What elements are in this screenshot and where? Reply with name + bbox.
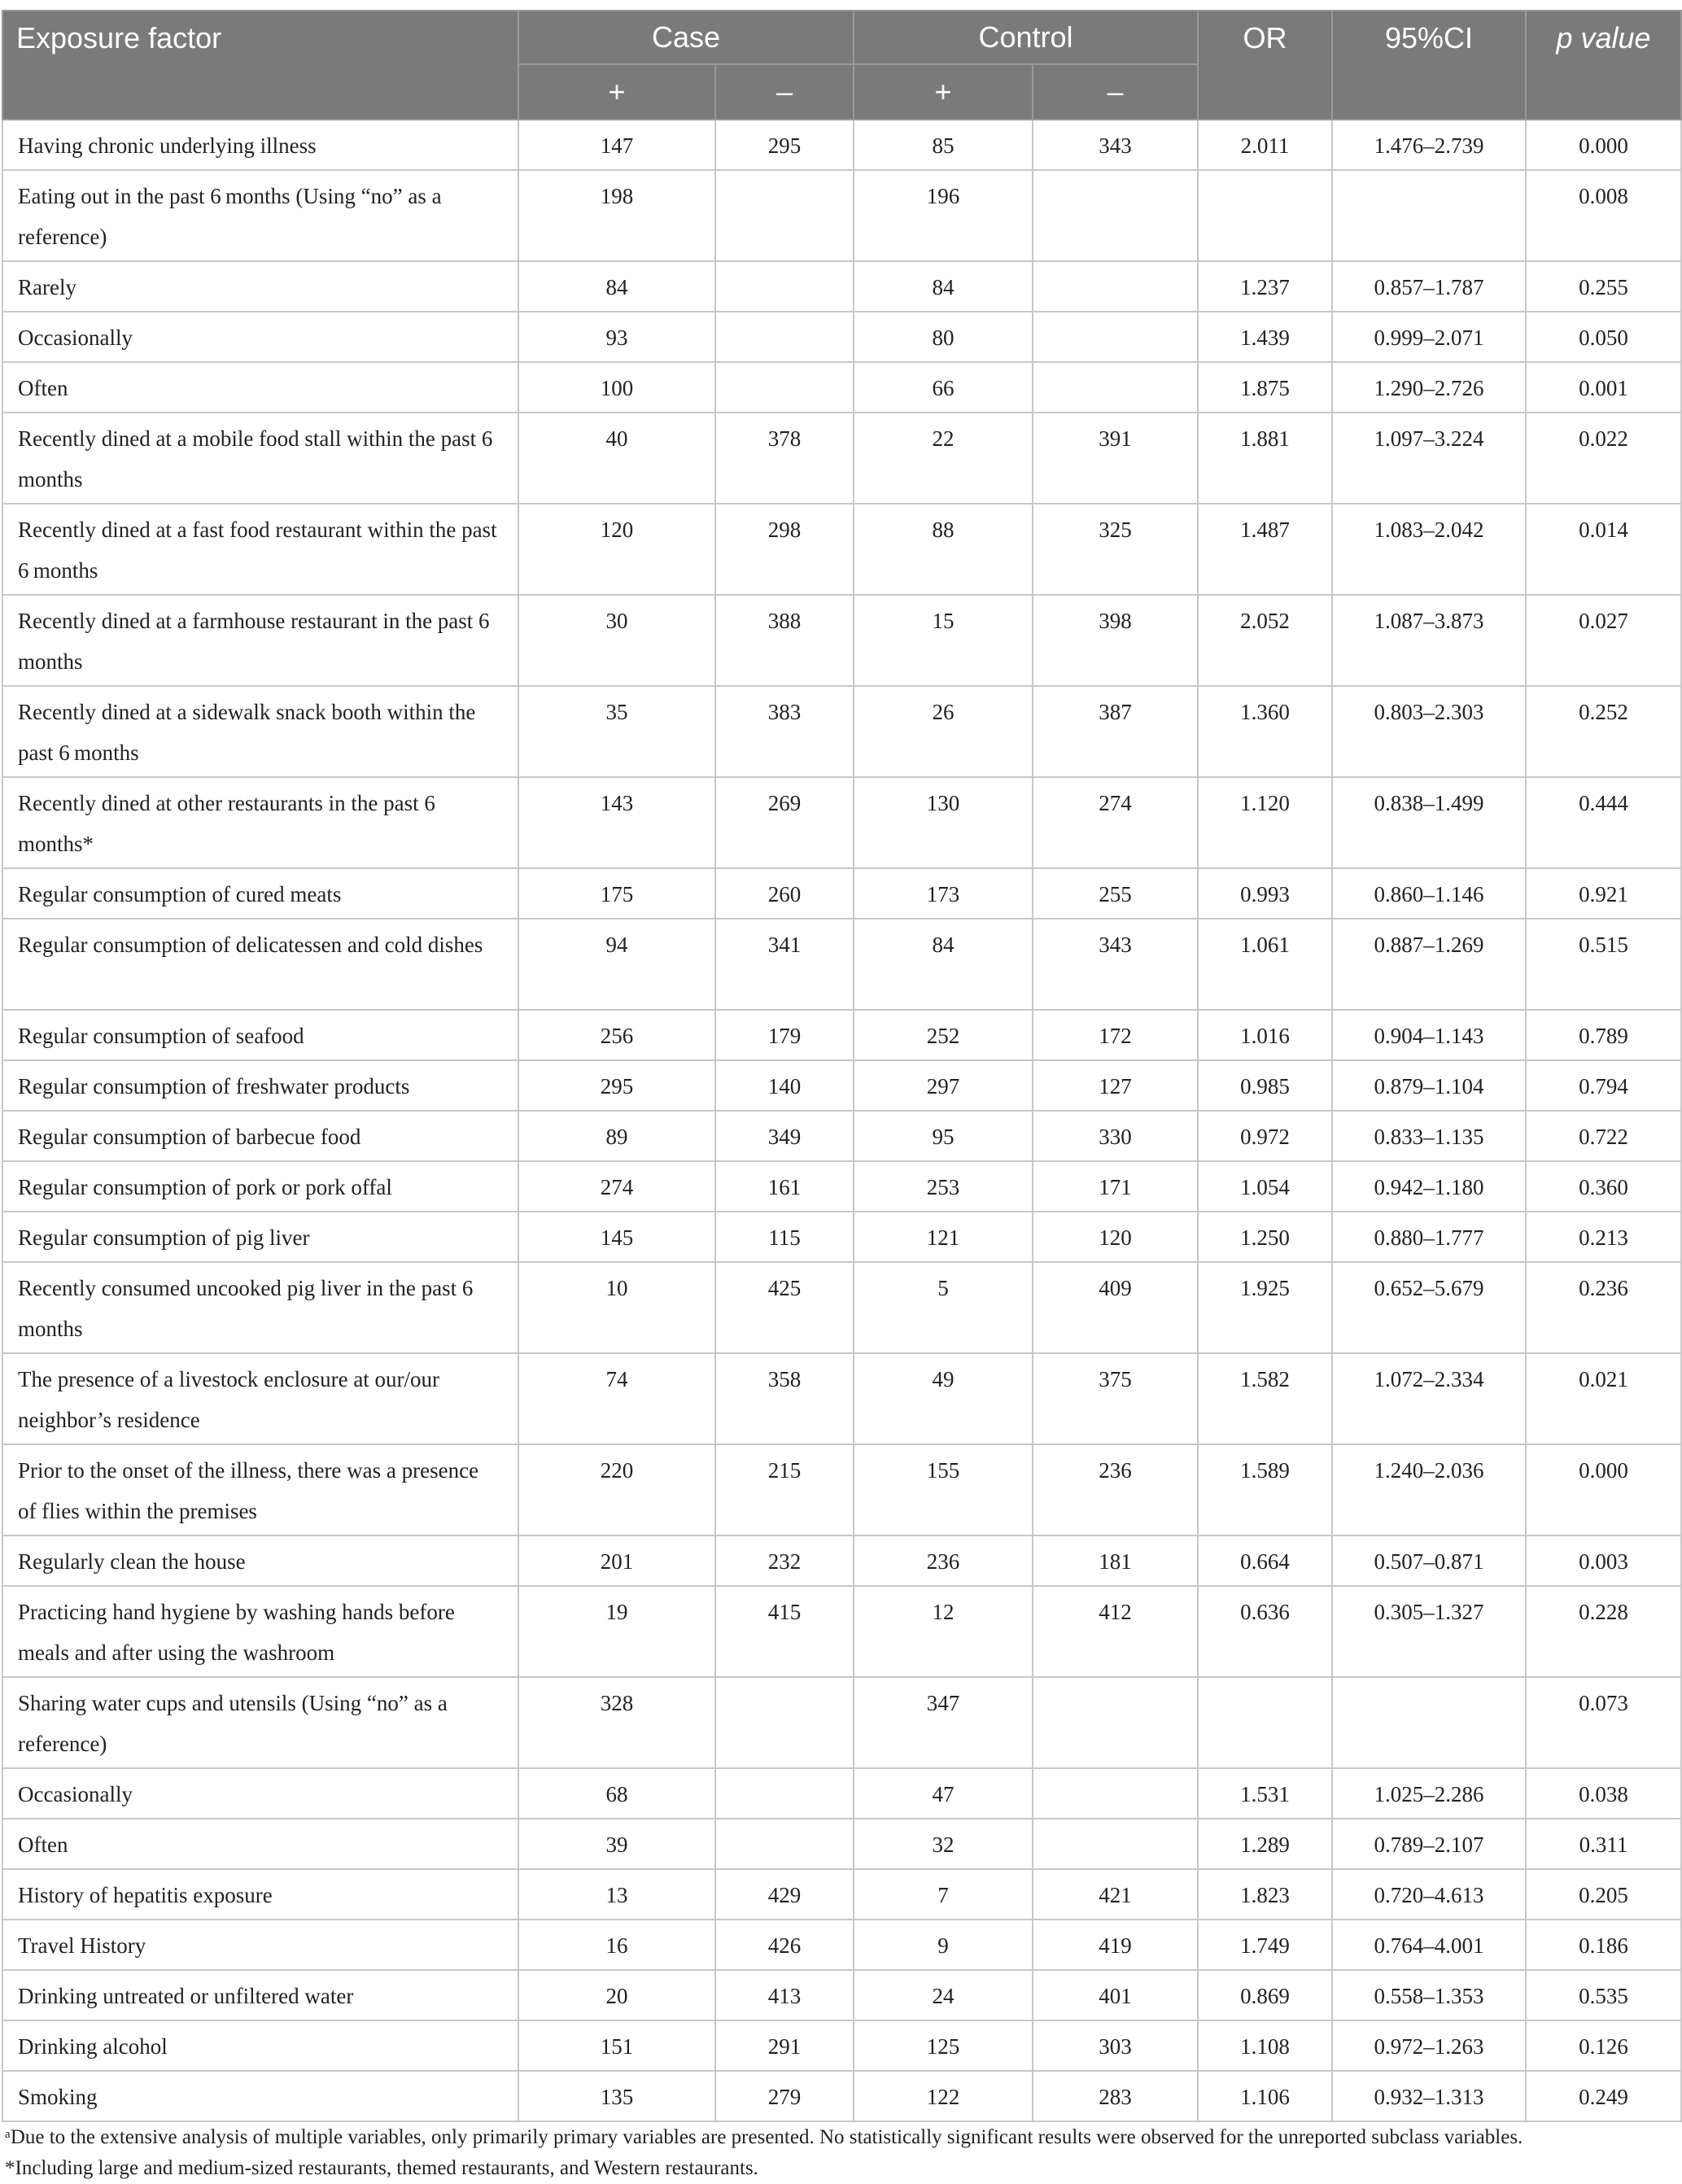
cell-case-plus: 16	[518, 1920, 715, 1970]
header-exposure-factor: Exposure factor	[2, 11, 518, 120]
cell-control-minus: 283	[1033, 2071, 1198, 2121]
cell-control-plus: 84	[854, 919, 1033, 1010]
cell-factor: Regular consumption of pig liver	[2, 1212, 518, 1262]
cell-ci: 0.764–4.001	[1332, 1920, 1526, 1970]
cell-case-plus: 30	[518, 595, 715, 686]
cell-control-minus: 412	[1033, 1586, 1198, 1677]
table-row	[2, 1920, 1681, 1970]
exposure-factor-table	[2, 10, 1682, 2122]
cell-control-minus: 421	[1033, 1869, 1198, 1920]
cell-ci: 0.904–1.143	[1332, 1010, 1526, 1060]
table-row	[2, 1677, 1681, 1768]
table-row	[2, 170, 1681, 261]
cell-factor: Smoking	[2, 2071, 518, 2121]
cell-case-minus: 179	[715, 1010, 854, 1060]
table-row	[2, 1535, 1681, 1586]
cell-control-minus: 236	[1033, 1444, 1198, 1535]
cell-case-minus: 279	[715, 2071, 854, 2121]
cell-control-plus: 66	[854, 362, 1033, 413]
cell-case-plus: 145	[518, 1212, 715, 1262]
cell-p-value: 0.255	[1526, 261, 1681, 312]
cell-case-minus: 383	[715, 686, 854, 777]
cell-p-value: 0.050	[1526, 312, 1681, 362]
cell-factor: Drinking untreated or unfiltered water	[2, 1970, 518, 2020]
cell-or: 1.881	[1198, 413, 1332, 504]
table-row	[2, 595, 1681, 686]
cell-factor: History of hepatitis exposure	[2, 1869, 518, 1920]
cell-or: 0.972	[1198, 1111, 1332, 1161]
cell-ci: 0.838–1.499	[1332, 777, 1526, 868]
cell-p-value: 0.794	[1526, 1060, 1681, 1111]
table-row	[2, 777, 1681, 868]
table-row	[2, 504, 1681, 595]
cell-factor: Eating out in the past 6 months (Using “no” as a reference)	[2, 170, 518, 261]
cell-case-plus: 135	[518, 2071, 715, 2121]
cell-p-value: 0.126	[1526, 2020, 1681, 2071]
cell-case-plus: 84	[518, 261, 715, 312]
header-p-value	[1526, 11, 1681, 120]
cell-control-minus: 419	[1033, 1920, 1198, 1970]
cell-control-plus: 155	[854, 1444, 1033, 1535]
cell-ci: 0.879–1.104	[1332, 1060, 1526, 1111]
cell-control-plus: 88	[854, 504, 1033, 595]
cell-control-plus: 12	[854, 1586, 1033, 1677]
cell-case-plus: 220	[518, 1444, 715, 1535]
cell-control-minus	[1033, 261, 1198, 312]
cell-or: 1.487	[1198, 504, 1332, 595]
cell-p-value: 0.249	[1526, 2071, 1681, 2121]
cell-control-plus: 7	[854, 1869, 1033, 1920]
cell-case-minus	[715, 1677, 854, 1768]
cell-control-plus: 32	[854, 1819, 1033, 1869]
cell-or: 1.250	[1198, 1212, 1332, 1262]
cell-control-plus: 84	[854, 261, 1033, 312]
cell-case-minus	[715, 362, 854, 413]
table-row	[2, 2020, 1681, 2071]
cell-case-plus: 74	[518, 1353, 715, 1444]
cell-ci: 0.507–0.871	[1332, 1535, 1526, 1586]
cell-case-plus: 13	[518, 1869, 715, 1920]
table-row	[2, 1262, 1681, 1353]
cell-ci: 0.720–4.613	[1332, 1869, 1526, 1920]
header-case-plus: +	[518, 64, 715, 120]
cell-control-plus: 347	[854, 1677, 1033, 1768]
cell-case-minus	[715, 170, 854, 261]
cell-factor: Regular consumption of barbecue food	[2, 1111, 518, 1161]
cell-ci: 0.558–1.353	[1332, 1970, 1526, 2020]
cell-or: 0.985	[1198, 1060, 1332, 1111]
cell-p-value: 0.213	[1526, 1212, 1681, 1262]
cell-control-minus: 330	[1033, 1111, 1198, 1161]
header-case-minus: –	[715, 64, 854, 120]
cell-factor: Travel History	[2, 1920, 518, 1970]
cell-ci: 0.857–1.787	[1332, 261, 1526, 312]
table-row	[2, 1353, 1681, 1444]
cell-p-value: 0.205	[1526, 1869, 1681, 1920]
cell-p-value: 0.022	[1526, 413, 1681, 504]
cell-control-plus: 125	[854, 2020, 1033, 2071]
cell-control-minus: 325	[1033, 504, 1198, 595]
cell-p-value: 0.515	[1526, 919, 1681, 1010]
cell-control-minus	[1033, 170, 1198, 261]
cell-case-minus: 388	[715, 595, 854, 686]
cell-case-minus	[715, 261, 854, 312]
cell-case-minus: 298	[715, 504, 854, 595]
footnote-a: ᵃDue to the extensive analysis of multiple variables, only primarily primary variables are presented. No statistically significant results were observed for the unreported subclass variables.	[5, 2126, 1523, 2148]
cell-ci: 1.097–3.224	[1332, 413, 1526, 504]
table-row	[2, 1970, 1681, 2020]
cell-ci: 0.652–5.679	[1332, 1262, 1526, 1353]
cell-control-plus: 5	[854, 1262, 1033, 1353]
cell-factor: Often	[2, 1819, 518, 1869]
cell-or: 0.664	[1198, 1535, 1332, 1586]
cell-or: 1.875	[1198, 362, 1332, 413]
cell-p-value: 0.921	[1526, 868, 1681, 919]
cell-factor: Recently dined at a farmhouse restaurant in the past 6 months	[2, 595, 518, 686]
cell-ci: 1.083–2.042	[1332, 504, 1526, 595]
cell-case-minus: 215	[715, 1444, 854, 1535]
cell-or: 1.237	[1198, 261, 1332, 312]
cell-p-value: 0.027	[1526, 595, 1681, 686]
cell-p-value: 0.038	[1526, 1768, 1681, 1819]
cell-ci: 0.932–1.313	[1332, 2071, 1526, 2121]
cell-ci: 1.025–2.286	[1332, 1768, 1526, 1819]
cell-or: 1.589	[1198, 1444, 1332, 1535]
cell-case-plus: 328	[518, 1677, 715, 1768]
cell-case-minus: 140	[715, 1060, 854, 1111]
table-row	[2, 1444, 1681, 1535]
cell-control-plus: 297	[854, 1060, 1033, 1111]
cell-p-value: 0.228	[1526, 1586, 1681, 1677]
table-footnotes	[2, 2122, 1680, 2184]
cell-factor: Recently dined at a mobile food stall within the past 6 months	[2, 413, 518, 504]
cell-factor: Regular consumption of cured meats	[2, 868, 518, 919]
cell-p-value: 0.000	[1526, 120, 1681, 170]
cell-or: 1.054	[1198, 1161, 1332, 1212]
cell-case-minus: 260	[715, 868, 854, 919]
cell-factor: Often	[2, 362, 518, 413]
cell-ci: 0.860–1.146	[1332, 868, 1526, 919]
cell-case-plus: 10	[518, 1262, 715, 1353]
cell-case-plus: 93	[518, 312, 715, 362]
cell-ci: 1.087–3.873	[1332, 595, 1526, 686]
cell-ci: 0.880–1.777	[1332, 1212, 1526, 1262]
table-row	[2, 413, 1681, 504]
cell-control-minus: 375	[1033, 1353, 1198, 1444]
cell-ci	[1332, 170, 1526, 261]
cell-ci: 0.942–1.180	[1332, 1161, 1526, 1212]
cell-case-minus: 415	[715, 1586, 854, 1677]
cell-control-minus	[1033, 362, 1198, 413]
cell-ci: 0.972–1.263	[1332, 2020, 1526, 2071]
cell-or: 1.925	[1198, 1262, 1332, 1353]
cell-case-plus: 20	[518, 1970, 715, 2020]
cell-case-plus: 94	[518, 919, 715, 1010]
cell-p-value: 0.311	[1526, 1819, 1681, 1869]
cell-p-value: 0.722	[1526, 1111, 1681, 1161]
cell-factor: Practicing hand hygiene by washing hands before meals and after using the washroom	[2, 1586, 518, 1677]
cell-factor: Recently dined at a sidewalk snack booth within the past 6 months	[2, 686, 518, 777]
cell-case-plus: 39	[518, 1819, 715, 1869]
cell-ci: 1.476–2.739	[1332, 120, 1526, 170]
cell-p-value: 0.360	[1526, 1161, 1681, 1212]
cell-factor: Prior to the onset of the illness, there was a presence of flies within the premises	[2, 1444, 518, 1535]
cell-control-minus: 343	[1033, 120, 1198, 170]
cell-ci: 1.240–2.036	[1332, 1444, 1526, 1535]
cell-or: 1.582	[1198, 1353, 1332, 1444]
cell-p-value: 0.236	[1526, 1262, 1681, 1353]
cell-factor: Regular consumption of pork or pork offal	[2, 1161, 518, 1212]
header-control-plus: +	[854, 64, 1033, 120]
table-row	[2, 686, 1681, 777]
table-body	[2, 120, 1681, 2121]
table-row	[2, 120, 1681, 170]
cell-or: 1.531	[1198, 1768, 1332, 1819]
cell-or: 1.289	[1198, 1819, 1332, 1869]
cell-p-value: 0.014	[1526, 504, 1681, 595]
cell-factor: Regular consumption of seafood	[2, 1010, 518, 1060]
cell-or: 1.016	[1198, 1010, 1332, 1060]
cell-control-plus: 236	[854, 1535, 1033, 1586]
header-or: OR	[1198, 11, 1332, 120]
cell-case-plus: 35	[518, 686, 715, 777]
cell-case-minus: 161	[715, 1161, 854, 1212]
header-ci: 95%CI	[1332, 11, 1526, 120]
cell-control-plus: 252	[854, 1010, 1033, 1060]
cell-p-value: 0.186	[1526, 1920, 1681, 1970]
table-row	[2, 312, 1681, 362]
cell-p-value: 0.444	[1526, 777, 1681, 868]
cell-factor: Recently dined at other restaurants in the past 6 months*	[2, 777, 518, 868]
cell-control-plus: 9	[854, 1920, 1033, 1970]
cell-control-plus: 85	[854, 120, 1033, 170]
cell-or: 2.052	[1198, 595, 1332, 686]
cell-ci: 0.999–2.071	[1332, 312, 1526, 362]
cell-factor: Regularly clean the house	[2, 1535, 518, 1586]
cell-ci: 0.789–2.107	[1332, 1819, 1526, 1869]
cell-control-minus	[1033, 1819, 1198, 1869]
cell-control-minus: 391	[1033, 413, 1198, 504]
table-row	[2, 1060, 1681, 1111]
cell-case-minus: 269	[715, 777, 854, 868]
cell-control-minus: 409	[1033, 1262, 1198, 1353]
cell-or	[1198, 1677, 1332, 1768]
cell-p-value: 0.003	[1526, 1535, 1681, 1586]
cell-factor: Recently dined at a fast food restaurant within the past 6 months	[2, 504, 518, 595]
cell-control-minus	[1033, 1677, 1198, 1768]
cell-case-minus: 358	[715, 1353, 854, 1444]
cell-case-plus: 89	[518, 1111, 715, 1161]
header-row-1	[2, 11, 1681, 64]
cell-case-plus: 120	[518, 504, 715, 595]
cell-p-value: 0.008	[1526, 170, 1681, 261]
cell-case-minus: 341	[715, 919, 854, 1010]
cell-case-plus: 40	[518, 413, 715, 504]
cell-case-plus: 274	[518, 1161, 715, 1212]
cell-case-plus: 68	[518, 1768, 715, 1819]
cell-control-plus: 130	[854, 777, 1033, 868]
cell-or: 1.360	[1198, 686, 1332, 777]
cell-ci: 1.290–2.726	[1332, 362, 1526, 413]
cell-case-minus: 378	[715, 413, 854, 504]
table-row	[2, 1161, 1681, 1212]
cell-control-minus	[1033, 312, 1198, 362]
cell-control-plus: 95	[854, 1111, 1033, 1161]
cell-control-minus: 343	[1033, 919, 1198, 1010]
table-row	[2, 1111, 1681, 1161]
cell-control-plus: 49	[854, 1353, 1033, 1444]
cell-control-minus: 401	[1033, 1970, 1198, 2020]
table-row	[2, 1869, 1681, 1920]
cell-ci: 1.072–2.334	[1332, 1353, 1526, 1444]
cell-control-plus: 173	[854, 868, 1033, 919]
cell-case-minus: 426	[715, 1920, 854, 1970]
cell-ci: 0.803–2.303	[1332, 686, 1526, 777]
cell-p-value: 0.021	[1526, 1353, 1681, 1444]
cell-case-plus: 175	[518, 868, 715, 919]
cell-case-plus: 151	[518, 2020, 715, 2071]
cell-or: 1.106	[1198, 2071, 1332, 2121]
table-row	[2, 868, 1681, 919]
cell-factor: Rarely	[2, 261, 518, 312]
cell-or: 1.108	[1198, 2020, 1332, 2071]
cell-control-plus: 26	[854, 686, 1033, 777]
cell-ci: 0.305–1.327	[1332, 1586, 1526, 1677]
cell-or	[1198, 170, 1332, 261]
cell-case-minus: 232	[715, 1535, 854, 1586]
cell-case-minus	[715, 312, 854, 362]
cell-p-value: 0.001	[1526, 362, 1681, 413]
cell-case-plus: 19	[518, 1586, 715, 1677]
table-row	[2, 261, 1681, 312]
cell-p-value: 0.535	[1526, 1970, 1681, 2020]
cell-case-minus: 425	[715, 1262, 854, 1353]
cell-factor: Sharing water cups and utensils (Using “no” as a reference)	[2, 1677, 518, 1768]
header-control: Control	[854, 11, 1198, 64]
header-control-minus: –	[1033, 64, 1198, 120]
table-row	[2, 1586, 1681, 1677]
cell-factor: The presence of a livestock enclosure at our/our neighbor’s residence	[2, 1353, 518, 1444]
cell-control-minus: 387	[1033, 686, 1198, 777]
cell-case-minus: 349	[715, 1111, 854, 1161]
cell-or: 1.749	[1198, 1920, 1332, 1970]
cell-control-minus: 181	[1033, 1535, 1198, 1586]
cell-factor: Occasionally	[2, 312, 518, 362]
table-row	[2, 919, 1681, 1010]
cell-factor: Recently consumed uncooked pig liver in the past 6 months	[2, 1262, 518, 1353]
cell-case-plus: 143	[518, 777, 715, 868]
table-row	[2, 362, 1681, 413]
cell-control-minus	[1033, 1768, 1198, 1819]
cell-case-plus: 198	[518, 170, 715, 261]
cell-control-minus: 398	[1033, 595, 1198, 686]
table-row	[2, 2071, 1681, 2121]
cell-control-plus: 22	[854, 413, 1033, 504]
cell-control-plus: 122	[854, 2071, 1033, 2121]
cell-control-plus: 47	[854, 1768, 1033, 1819]
header-case: Case	[518, 11, 854, 64]
cell-control-minus: 172	[1033, 1010, 1198, 1060]
cell-control-plus: 196	[854, 170, 1033, 261]
cell-control-minus: 171	[1033, 1161, 1198, 1212]
cell-ci: 0.887–1.269	[1332, 919, 1526, 1010]
footnote-star: *Including large and medium-sized restaurants, themed restaurants, and Western restaurants.	[5, 2157, 758, 2179]
cell-control-plus: 24	[854, 1970, 1033, 2020]
cell-factor: Regular consumption of delicatessen and cold dishes	[2, 919, 518, 1010]
cell-case-minus: 413	[715, 1970, 854, 2020]
cell-p-value: 0.789	[1526, 1010, 1681, 1060]
cell-or: 1.120	[1198, 777, 1332, 868]
cell-or: 2.011	[1198, 120, 1332, 170]
table-row	[2, 1768, 1681, 1819]
cell-case-plus: 100	[518, 362, 715, 413]
cell-factor: Drinking alcohol	[2, 2020, 518, 2071]
table-container	[2, 10, 1680, 2184]
cell-control-plus: 121	[854, 1212, 1033, 1262]
cell-p-value: 0.252	[1526, 686, 1681, 777]
cell-or: 0.869	[1198, 1970, 1332, 2020]
table-row	[2, 1212, 1681, 1262]
cell-control-minus: 255	[1033, 868, 1198, 919]
cell-case-minus	[715, 1819, 854, 1869]
cell-case-plus: 256	[518, 1010, 715, 1060]
cell-factor: Having chronic underlying illness	[2, 120, 518, 170]
cell-or: 1.823	[1198, 1869, 1332, 1920]
cell-p-value: 0.073	[1526, 1677, 1681, 1768]
cell-case-plus: 147	[518, 120, 715, 170]
cell-or: 1.439	[1198, 312, 1332, 362]
cell-factor: Occasionally	[2, 1768, 518, 1819]
cell-factor: Regular consumption of freshwater products	[2, 1060, 518, 1111]
cell-control-minus: 120	[1033, 1212, 1198, 1262]
cell-case-minus: 291	[715, 2020, 854, 2071]
cell-ci	[1332, 1677, 1526, 1768]
cell-or: 0.636	[1198, 1586, 1332, 1677]
cell-or: 1.061	[1198, 919, 1332, 1010]
cell-control-plus: 15	[854, 595, 1033, 686]
cell-control-minus: 274	[1033, 777, 1198, 868]
cell-case-minus: 429	[715, 1869, 854, 1920]
cell-control-plus: 253	[854, 1161, 1033, 1212]
cell-p-value: 0.000	[1526, 1444, 1681, 1535]
cell-control-minus: 303	[1033, 2020, 1198, 2071]
cell-case-plus: 295	[518, 1060, 715, 1111]
cell-or: 0.993	[1198, 868, 1332, 919]
cell-control-minus: 127	[1033, 1060, 1198, 1111]
cell-case-minus: 295	[715, 120, 854, 170]
cell-ci: 0.833–1.135	[1332, 1111, 1526, 1161]
cell-control-plus: 80	[854, 312, 1033, 362]
table-row	[2, 1010, 1681, 1060]
cell-case-minus	[715, 1768, 854, 1819]
header-p-value-text: p value	[1556, 21, 1651, 55]
cell-case-minus: 115	[715, 1212, 854, 1262]
table-row	[2, 1819, 1681, 1869]
cell-case-plus: 201	[518, 1535, 715, 1586]
